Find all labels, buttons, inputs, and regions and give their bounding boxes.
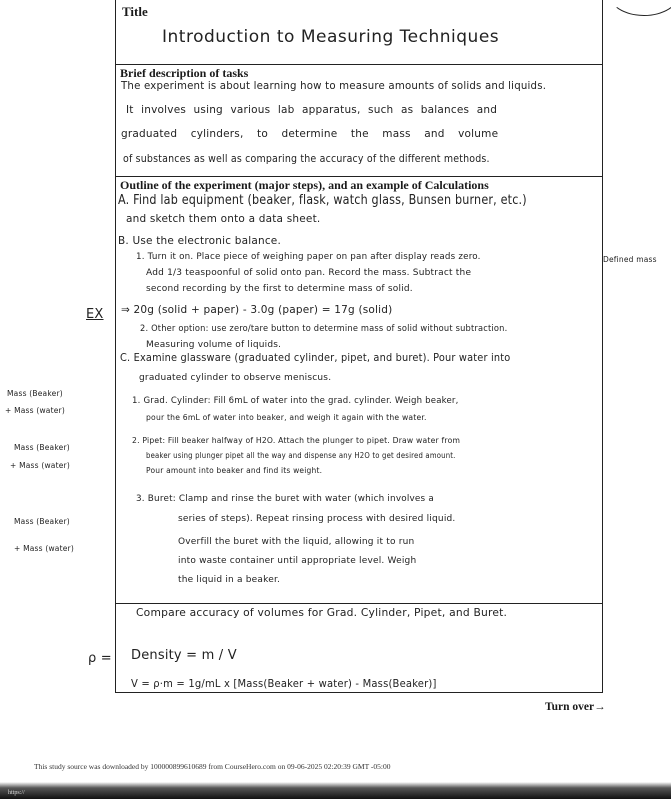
brief-heading: Brief description of tasks [120, 66, 249, 80]
divider-compare [115, 603, 603, 604]
example-calc: 20g (solid + paper) - 3.0g (paper) = 17g (solid) [133, 304, 393, 316]
margin-rho: ρ = [88, 651, 112, 666]
bottom-dark-bar [0, 782, 671, 799]
margin-mass-water-2: + Mass (water) [10, 461, 70, 470]
divider-title [115, 64, 603, 65]
outline-line-b1-2: Add 1/3 teaspoonful of solid onto pan. Record the mass. Subtract the [146, 268, 472, 278]
title-left-border [115, 0, 116, 66]
title-text: Introduction to Measuring Techniques [162, 27, 500, 47]
outline-line-b1-3: second recording by the first to determine mass of solid. [146, 284, 413, 294]
margin-mass-beaker-2: Mass (Beaker) [14, 443, 70, 452]
outline-line-b1: 1. Turn it on. Place piece of weighing paper on pan after display reads zero. [136, 252, 481, 262]
source-footer: This study source was downloaded by 100000899610689 from CourseHero.com on 09-06-2025 02:20:39 GMT -05:00 [34, 762, 391, 771]
brief-line-3: graduated cylinders, to determine the mass and volume [121, 128, 499, 140]
outline-line-c3-2: series of steps). Repeat rinsing process with desired liquid. [178, 514, 456, 524]
outline-line-b2: 2. Other option: use zero/tare button to determine mass of solid without subtraction. [140, 324, 508, 334]
outline-line-example: ⇒ 20g (solid + paper) - 3.0g (paper) = 17g (solid) [121, 304, 393, 316]
outline-line-c1: 1. Grad. Cylinder: Fill 6mL of water into the grad. cylinder. Weigh beaker, [132, 396, 459, 406]
outline-line-b: B. Use the electronic balance. [118, 235, 281, 247]
outline-line-c1-2: pour the 6mL of water into beaker, and weigh it again with the water. [146, 413, 427, 422]
margin-mass-water-3: + Mass (water) [14, 544, 74, 553]
density-formula: Density = m / V [131, 648, 237, 663]
outline-line-c2-pipet-3: Pour amount into beaker and find its weight. [146, 466, 323, 475]
outline-line-c2-pipet: 2. Pipet: Fill beaker halfway of H2O. Attach the plunger to pipet. Draw water from [132, 436, 461, 445]
outline-heading: Outline of the experiment (major steps), and an example of Calculations [120, 178, 489, 192]
outline-line-a: A. Find lab equipment (beaker, flask, watch glass, Bunsen burner, etc.) [118, 193, 527, 208]
outline-line-c: C. Examine glassware (graduated cylinder, pipet, and buret). Pour water into [120, 352, 511, 364]
outline-line-compare: Compare accuracy of volumes for Grad. Cylinder, Pipet, and Buret. [136, 607, 508, 619]
outline-line-c3-3: Overfill the buret with the liquid, allowing it to run [178, 537, 415, 547]
outline-line-c3-5: the liquid in a beaker. [178, 575, 281, 585]
bottom-url: https:// [8, 790, 25, 796]
brief-line-4: of substances as well as comparing the accuracy of the different methods. [123, 153, 490, 165]
outline-line-c3: 3. Buret: Clamp and rinse the buret with water (which involves a [136, 494, 434, 504]
outline-line-c3-4: into waste container until appropriate level. Weigh [178, 556, 417, 566]
volume-formula: V = ρ·m = 1g/mL x [Mass(Beaker + water) - Mass(Beaker)] [131, 678, 437, 690]
outline-line-a2: and sketch them onto a data sheet. [126, 213, 321, 225]
divider-brief [115, 176, 603, 177]
turn-over-label: Turn over→ [545, 701, 606, 713]
outline-line-c2-pipet-2: beaker using plunger pipet all the way and dispense any H2O to get desired amount. [146, 451, 456, 460]
margin-defined-mass: Defined mass [603, 255, 657, 264]
margin-ex: EX [86, 307, 104, 322]
outline-line-measuring: Measuring volume of liquids. [146, 340, 282, 350]
corner-arc [608, 0, 671, 16]
margin-mass-water-1: + Mass (water) [5, 406, 65, 415]
brief-line-2: It involves using various lab apparatus, such as balances and [126, 104, 498, 116]
margin-mass-beaker-1: Mass (Beaker) [7, 389, 63, 398]
margin-mass-beaker-3: Mass (Beaker) [14, 517, 70, 526]
outline-line-c2: graduated cylinder to observe meniscus. [139, 373, 332, 383]
brief-line-1: The experiment is about learning how to measure amounts of solids and liquids. [121, 80, 547, 92]
title-label: Title [122, 4, 148, 19]
